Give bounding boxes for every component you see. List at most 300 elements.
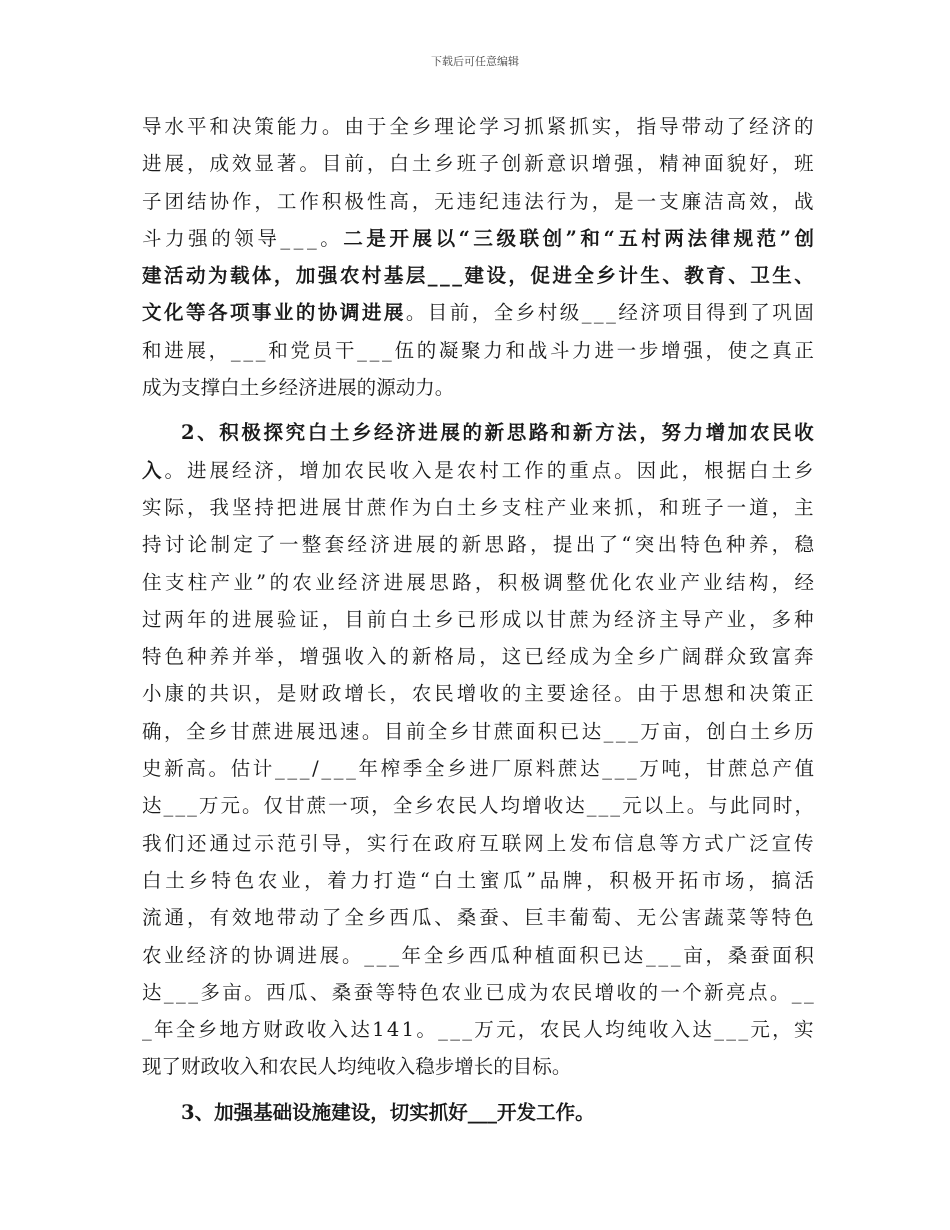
text-char: 力: [299, 115, 319, 138]
text-char: 实: [142, 495, 162, 519]
text-char: 乡: [636, 645, 657, 669]
text-char: 经: [614, 607, 634, 631]
text-char: 作: [555, 1100, 576, 1124]
text-char: 体: [251, 264, 272, 288]
text-char: 目: [684, 301, 704, 325]
text-char: _: [467, 1100, 478, 1124]
text-char: 的: [211, 226, 231, 250]
text-char: 带: [681, 115, 702, 138]
text-char: 农: [344, 458, 364, 482]
text-char: 全: [493, 301, 514, 325]
text-char: 财: [299, 682, 319, 706]
text-char: _: [163, 980, 174, 1004]
text-char: 建: [464, 264, 484, 288]
text-char: 拓: [678, 868, 699, 892]
text-char: 到: [728, 301, 748, 325]
text-char: 极: [241, 421, 261, 445]
text-char: 经: [231, 458, 252, 482]
text-char: 教: [684, 264, 704, 288]
text-char: 增: [299, 458, 319, 482]
text-char: 行: [389, 831, 409, 855]
text-char: 无: [434, 189, 454, 213]
text-char: 斗: [142, 226, 162, 250]
text-char: 级: [559, 301, 580, 325]
text-char: 农: [257, 868, 278, 892]
text-char: 民: [366, 458, 387, 482]
text-char: 。: [416, 1018, 436, 1042]
text-char: 同: [751, 794, 771, 818]
text-char: 加: [321, 458, 342, 482]
text-line: [142, 1011, 814, 1048]
text-char: 收: [543, 794, 564, 818]
text-char: 是: [434, 458, 454, 482]
text-char: 府: [456, 831, 477, 855]
text-char: 蚕: [353, 980, 374, 1004]
text-char: 乡: [207, 719, 228, 743]
text-char: 发: [516, 1100, 537, 1124]
text-char: 我: [209, 495, 229, 519]
text-char: 西: [389, 906, 409, 930]
text-char: 收: [616, 980, 637, 1004]
page-header: 下载后可任意编辑: [431, 55, 519, 68]
text-char: 达: [623, 943, 644, 967]
text-char: 值: [794, 757, 814, 781]
text-char: 活: [163, 264, 184, 288]
text-char: 因: [636, 458, 657, 482]
text-char: 三: [473, 226, 493, 250]
text-char: 均: [605, 1018, 625, 1042]
text-char: 目: [383, 719, 404, 743]
text-char: ，: [771, 495, 792, 519]
text-char: ，: [771, 189, 792, 213]
text-line: [142, 638, 814, 675]
text-char: 业: [726, 607, 747, 631]
text-char: 达: [580, 757, 600, 781]
text-char: 增: [705, 421, 726, 445]
text-char: 蔗: [557, 757, 578, 781]
text-char: 的: [186, 682, 207, 706]
text-char: ，: [772, 1018, 792, 1042]
text-char: 法: [524, 189, 544, 213]
text-char: 协: [317, 301, 338, 325]
text-char: 战: [527, 338, 548, 362]
text-char: 1: [401, 1018, 415, 1042]
text-char: 结: [186, 189, 207, 213]
text-char: 收: [220, 1055, 240, 1079]
text-char: 方: [595, 421, 615, 445]
text-char: 理: [434, 115, 454, 138]
text-char: 搞: [771, 868, 791, 892]
text-char: 新: [573, 421, 593, 445]
text-char: 与: [708, 794, 728, 818]
text-char: 农: [411, 682, 432, 706]
text-char: 年: [358, 757, 379, 781]
text-char: 作: [524, 458, 544, 482]
text-char: 土: [456, 495, 477, 519]
text-char: 。: [614, 682, 634, 706]
text-char: 持: [142, 533, 162, 557]
text-char: 种: [794, 607, 814, 631]
text-char: 班: [794, 152, 814, 176]
text-char: 成: [507, 980, 527, 1004]
text-char: 创: [501, 152, 522, 176]
text-char: 、: [662, 264, 682, 288]
text-char: 识: [231, 682, 252, 706]
text-char: 项: [349, 794, 370, 818]
text-char: 积: [794, 943, 814, 967]
text-char: 巨: [524, 906, 544, 930]
text-char: 民: [457, 794, 477, 818]
text-char: 一: [278, 533, 299, 557]
text-char: 万: [198, 794, 219, 818]
text-char: 此: [659, 458, 679, 482]
text-char: 化: [163, 301, 184, 325]
text-char: 特: [771, 906, 792, 930]
text-line: [142, 332, 814, 369]
text-char: 1: [372, 1018, 385, 1042]
text-char: _: [333, 757, 344, 781]
text-char: 乡: [414, 794, 434, 818]
text-line: [142, 489, 814, 526]
text-char: 展: [321, 495, 342, 519]
text-char: ，: [705, 338, 726, 362]
text-char: 农: [278, 1055, 299, 1079]
text-char: 进: [186, 458, 207, 482]
text-char: 实: [409, 1100, 429, 1124]
text-char: 产: [680, 570, 700, 594]
paragraph-gap: [142, 406, 814, 414]
text-char: 支: [501, 495, 522, 519]
text-char: 目: [512, 1055, 533, 1079]
text-char: 特: [397, 980, 417, 1004]
text-char: 长: [473, 1055, 494, 1079]
text-char: 的: [794, 115, 814, 138]
text-line: [142, 220, 814, 257]
text-char: 总: [750, 757, 770, 781]
text-char: “: [603, 226, 615, 250]
text-char: 土: [750, 719, 770, 743]
text-char: 纯: [626, 1018, 647, 1042]
text-char: 究: [285, 421, 306, 445]
text-char: ”: [779, 226, 791, 250]
text-char: 增: [661, 338, 681, 362]
text-char: _: [187, 794, 197, 818]
text-char: 验: [276, 607, 297, 631]
text-char: 政: [200, 1055, 221, 1079]
text-char: 斗: [550, 338, 570, 362]
text-char: 载: [229, 264, 250, 288]
text-char: 已: [524, 645, 544, 669]
text-char: 调: [275, 943, 295, 967]
text-line: [142, 526, 814, 563]
text-char: 瓜: [411, 906, 432, 930]
text-char: ，: [771, 570, 792, 594]
text-char: 强: [321, 645, 342, 669]
text-char: 强: [233, 1100, 254, 1124]
text-char: 式: [704, 831, 724, 855]
text-char: 新: [704, 980, 724, 1004]
text-char: 业: [280, 868, 301, 892]
text-char: 进: [299, 495, 319, 519]
text-char: _: [452, 264, 462, 288]
text-char: _: [321, 757, 332, 781]
text-char: 开: [655, 868, 676, 892]
text-char: 打: [373, 868, 394, 892]
text-char: 入: [670, 1018, 691, 1042]
text-char: 展: [412, 226, 433, 250]
text-char: 由: [636, 682, 657, 706]
text-char: 进: [164, 338, 184, 362]
text-char: 政: [284, 1018, 305, 1042]
text-char: 达: [581, 719, 602, 743]
paragraph: [142, 1094, 814, 1131]
text-char: 业: [164, 943, 184, 967]
text-char: 泛: [749, 831, 769, 855]
text-char: 达: [142, 980, 162, 1004]
text-char: 共: [209, 682, 229, 706]
text-char: 路: [528, 421, 549, 445]
text-char: 济: [771, 115, 792, 138]
text-char: ，: [389, 682, 409, 706]
text-char: 乡: [188, 868, 208, 892]
text-char: 济: [396, 421, 416, 445]
text-char: 前: [344, 152, 364, 176]
text-char: 牌: [562, 868, 583, 892]
text-char: 平: [186, 115, 207, 138]
text-char: 全: [392, 794, 413, 818]
text-char: 思: [506, 421, 527, 445]
text-char: _: [628, 719, 638, 743]
text-char: 进: [469, 757, 489, 781]
text-char: 年: [186, 607, 207, 631]
text-char: 。: [321, 115, 342, 138]
text-char: 亩: [683, 943, 703, 967]
text-char: 展: [186, 338, 206, 362]
document-body: [142, 108, 814, 1131]
text-char: 民: [772, 421, 792, 445]
text-char: 。: [341, 943, 362, 967]
text-char: 法: [617, 421, 637, 445]
text-char: 。: [164, 458, 184, 482]
text-char: 白: [434, 495, 454, 519]
text-char: 积: [497, 570, 518, 594]
text-char: 创: [542, 226, 563, 250]
text-char: 发: [569, 831, 589, 855]
text-char: 、: [794, 264, 814, 288]
text-char: 五: [618, 226, 638, 250]
text-char: 全: [574, 264, 594, 288]
text-char: 乡: [596, 264, 616, 288]
text-char: 目: [344, 607, 364, 631]
text-char: 农: [339, 264, 360, 288]
text-char: 步: [434, 1055, 455, 1079]
text-char: 已: [559, 719, 580, 743]
text-char: 途: [569, 682, 589, 706]
text-char: 据: [726, 458, 747, 482]
text-char: 养: [748, 533, 769, 557]
text-char: 积: [609, 868, 629, 892]
text-char: 开: [497, 1100, 517, 1124]
text-char: ，: [794, 794, 814, 818]
text-char: 乡: [434, 152, 454, 176]
text-char: 的: [416, 338, 437, 362]
text-char: 一: [660, 980, 680, 1004]
text-char: 传: [794, 831, 814, 855]
text-char: 由: [344, 115, 364, 138]
text-char: 乡: [445, 943, 466, 967]
text-char: 支: [181, 376, 201, 400]
text-char: 农: [539, 1018, 560, 1042]
text-char: 全: [389, 115, 409, 138]
text-char: _: [658, 943, 669, 967]
text-char: 亮: [726, 980, 746, 1004]
text-char: 农: [435, 794, 456, 818]
text-char: 纪: [479, 189, 499, 213]
text-char: 均: [337, 1055, 357, 1079]
text-char: 济: [640, 301, 660, 325]
text-char: _: [615, 719, 626, 743]
text-char: 的: [356, 376, 377, 400]
text-char: 、: [434, 906, 454, 930]
text-line: [142, 1094, 814, 1131]
text-char: 优: [589, 570, 609, 594]
text-char: _: [450, 1018, 460, 1042]
text-char: ”: [256, 570, 267, 594]
text-char: 了: [321, 906, 342, 930]
text-char: 展: [337, 376, 357, 400]
text-char: 吨: [661, 757, 682, 781]
text-char: 和: [505, 338, 526, 362]
text-char: 植: [534, 943, 555, 967]
text-char: 展: [164, 152, 184, 176]
text-char: 力: [683, 421, 704, 445]
text-char: 力: [165, 226, 185, 250]
text-char: 生: [640, 264, 660, 288]
text-char: 农: [456, 458, 477, 482]
text-char: 想: [704, 682, 724, 706]
text-char: 活: [794, 868, 814, 892]
text-char: 市: [701, 868, 722, 892]
text-line: [142, 937, 814, 974]
text-char: 纯: [356, 1055, 377, 1079]
text-char: 历: [794, 719, 814, 743]
text-char: 色: [703, 533, 723, 557]
text-char: 导: [257, 226, 277, 250]
text-char: 住: [142, 570, 162, 594]
text-char: 联: [519, 226, 540, 250]
text-char: 进: [361, 301, 382, 325]
text-char: _: [369, 338, 380, 362]
text-char: 径: [591, 682, 612, 706]
text-char: ，: [371, 794, 391, 818]
text-char: 。: [244, 980, 264, 1004]
text-char: 创: [794, 226, 814, 250]
text-char: 产: [772, 757, 792, 781]
text-char: _: [440, 264, 450, 288]
text-char: 展: [406, 570, 426, 594]
text-char: 稳: [794, 533, 814, 557]
text-char: 土: [771, 458, 792, 482]
text-char: 的: [209, 607, 229, 631]
text-char: 种: [512, 943, 533, 967]
text-char: _: [280, 226, 291, 250]
text-char: 引: [299, 831, 319, 855]
text-char: 和: [659, 495, 679, 519]
text-char: 济: [254, 458, 274, 482]
text-char: 。: [361, 719, 382, 743]
text-char: 达: [350, 1018, 370, 1042]
text-char: ，: [276, 458, 297, 482]
text-char: 通: [164, 906, 184, 930]
text-char: 土: [411, 607, 432, 631]
text-char: 。: [405, 301, 426, 325]
text-char: 导: [681, 607, 702, 631]
text-char: 出: [575, 533, 596, 557]
text-char: 促: [530, 264, 550, 288]
text-char: 积: [537, 719, 558, 743]
text-char: ，: [591, 189, 612, 213]
text-char: 项: [229, 301, 250, 325]
text-char: 动: [185, 264, 206, 288]
text-char: 构: [748, 570, 769, 594]
text-char: 。: [434, 376, 455, 400]
text-line: [142, 825, 814, 862]
text-char: 和: [726, 682, 747, 706]
text-char: _: [602, 757, 612, 781]
text-char: 估: [230, 757, 251, 781]
text-char: 济: [298, 376, 318, 400]
text-char: 4: [386, 1018, 400, 1042]
text-char: 群: [704, 645, 724, 669]
text-char: 源: [376, 376, 396, 400]
text-char: 员: [312, 338, 333, 362]
text-char: 迅: [317, 719, 338, 743]
text-char: 效: [749, 189, 769, 213]
text-char: 3: [181, 1100, 195, 1124]
text-char: 阔: [681, 645, 702, 669]
text-char: 论: [187, 533, 208, 557]
text-char: 全: [175, 1018, 196, 1042]
text-char: 土: [239, 376, 260, 400]
text-char: 有: [209, 906, 229, 930]
text-char: 。: [208, 757, 228, 781]
text-char: 财: [181, 1055, 201, 1079]
text-char: 建: [331, 1100, 351, 1124]
text-char: 展: [440, 421, 460, 445]
text-char: 支: [659, 189, 679, 213]
text-char: ，: [508, 264, 528, 288]
text-char: 村: [361, 264, 382, 288]
text-line: [142, 564, 814, 601]
text-char: 和: [580, 226, 600, 250]
text-char: 全: [427, 719, 448, 743]
text-char: 根: [704, 458, 724, 482]
text-char: 违: [501, 189, 522, 213]
text-char: 一: [636, 189, 657, 213]
text-char: _: [738, 1018, 749, 1042]
text-char: 文: [142, 301, 162, 325]
text-char: 为: [528, 980, 549, 1004]
text-char: 主: [659, 607, 679, 631]
text-char: 经: [278, 376, 299, 400]
text-char: 正: [794, 338, 814, 362]
text-char: 多: [771, 607, 792, 631]
text-char: _: [376, 943, 387, 967]
text-char: 收: [648, 1018, 669, 1042]
text-char: 产: [546, 495, 567, 519]
text-char: 厂: [491, 757, 511, 781]
text-char: 造: [396, 868, 417, 892]
